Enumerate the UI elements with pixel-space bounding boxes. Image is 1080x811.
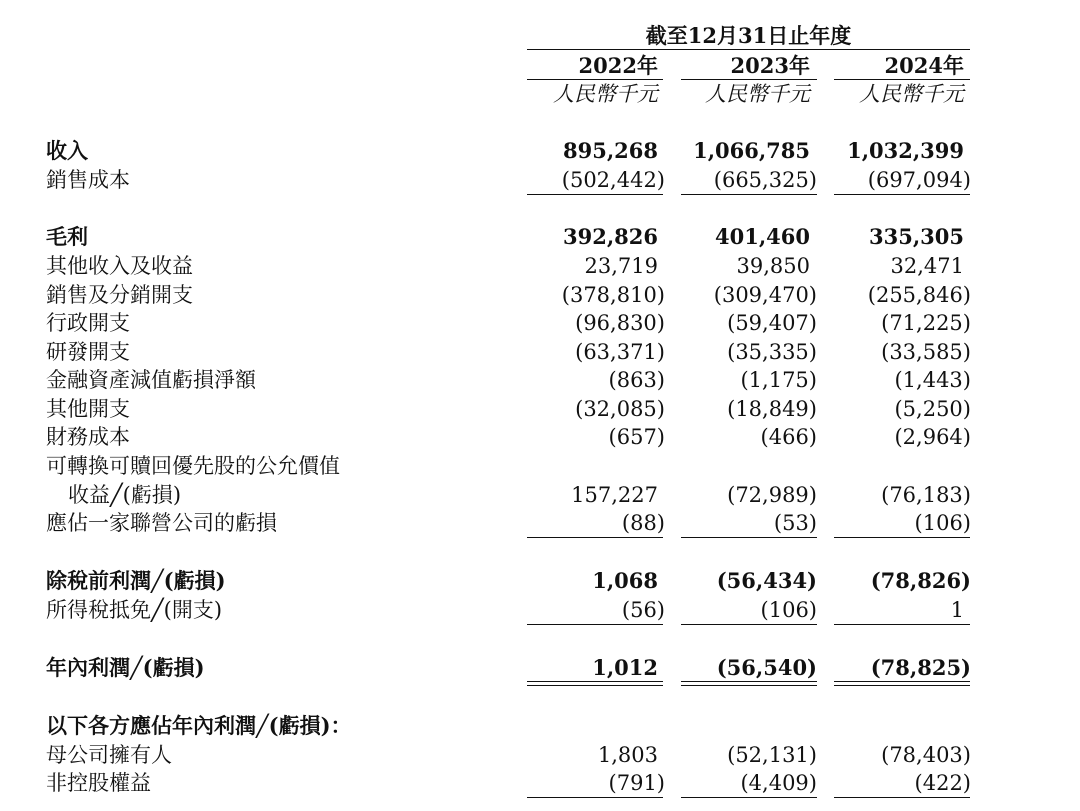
subtotal-rule [527,797,663,798]
profit-before-tax-2023: (56,434) [716,568,817,593]
nci-2023: (4,409) [740,771,817,795]
unit-2022: 人民幣千元 [553,82,658,106]
other-expenses-2022: (32,085) [575,397,665,421]
subtotal-rule [681,624,817,625]
profit-before-tax-2024: (78,826) [870,568,971,593]
subtotal-rule [681,797,817,798]
revenue-2024: 1,032,399 [847,138,964,163]
cost-of-sales-label: 銷售成本 [46,168,130,192]
profit-before-tax-2022: 1,068 [592,568,658,593]
total-double-rule [834,681,970,686]
owners-2022: 1,803 [597,743,658,767]
finance-costs-2024: (2,964) [894,425,971,449]
subtotal-rule [527,194,663,195]
cost-of-sales-2022: (502,442) [561,168,665,192]
impairment-2022: (863) [608,368,665,392]
rd-expenses-2024: (33,585) [881,340,971,364]
subtotal-rule [527,537,663,538]
header-rule [527,49,970,50]
other-expenses-2023: (18,849) [727,397,817,421]
admin-expenses-2022: (96,830) [575,311,665,335]
impairment-2023: (1,175) [740,368,817,392]
year-rule-2022 [527,79,663,80]
impairment-2024: (1,443) [894,368,971,392]
unit-2023: 人民幣千元 [705,82,810,106]
fair-value-2022: 157,227 [571,483,658,507]
owners-2023: (52,131) [727,743,817,767]
owners-2024: (78,403) [881,743,971,767]
other-income-label: 其他收入及收益 [46,254,193,278]
fair-value-2023: (72,989) [727,483,817,507]
income-tax-label: 所得稅抵免╱(開支) [46,598,223,622]
attributable-heading: 以下各方應佔年內利潤╱(虧損)： [46,713,352,738]
selling-expenses-label: 銷售及分銷開支 [46,283,193,307]
revenue-2023: 1,066,785 [693,138,810,163]
finance-costs-label: 財務成本 [46,425,130,449]
cost-of-sales-2023: (665,325) [713,168,817,192]
finance-costs-2022: (657) [608,425,665,449]
income-tax-2022: (56) [621,598,665,622]
profit-before-tax-label: 除稅前利潤╱(虧損) [46,568,226,593]
subtotal-rule [834,624,970,625]
other-income-2023: 39,850 [736,254,810,278]
gross-profit-2024: 335,305 [869,224,964,249]
gross-profit-2022: 392,826 [563,224,658,249]
impairment-label: 金融資產減值虧損淨額 [46,368,256,392]
other-income-2022: 23,719 [584,254,658,278]
year-rule-2023 [681,79,817,80]
selling-expenses-2024: (255,846) [867,283,971,307]
profit-for-year-2024: (78,825) [870,655,971,680]
total-double-rule [527,681,663,686]
rd-expenses-2022: (63,371) [575,340,665,364]
fair-value-label-line1: 可轉換可贖回優先股的公允價值 [46,454,340,478]
total-double-rule [681,681,817,686]
subtotal-rule [681,537,817,538]
other-expenses-2024: (5,250) [894,397,971,421]
year-2022: 2022年 [578,53,658,78]
nci-2022: (791) [608,771,665,795]
year-2023: 2023年 [730,53,810,78]
associate-label: 應佔一家聯營公司的虧損 [46,511,277,535]
nci-label: 非控股權益 [46,771,151,795]
year-2024: 2024年 [884,53,964,78]
admin-expenses-label: 行政開支 [46,311,130,335]
period-heading: 截至12月31日止年度 [645,23,852,48]
subtotal-rule [834,797,970,798]
fair-value-2024: (76,183) [881,483,971,507]
other-expenses-label: 其他開支 [46,397,130,421]
subtotal-rule [834,194,970,195]
rd-expenses-2023: (35,335) [727,340,817,364]
admin-expenses-2023: (59,407) [727,311,817,335]
revenue-label: 收入 [46,138,88,163]
selling-expenses-2023: (309,470) [713,283,817,307]
admin-expenses-2024: (71,225) [881,311,971,335]
unit-2024: 人民幣千元 [859,82,964,106]
fair-value-label-line2: 收益╱(虧損) [68,483,182,507]
subtotal-rule [834,537,970,538]
other-income-2024: 32,471 [890,254,964,278]
profit-for-year-2023: (56,540) [716,655,817,680]
associate-2023: (53) [773,511,817,535]
subtotal-rule [681,194,817,195]
cost-of-sales-2024: (697,094) [867,168,971,192]
subtotal-rule [527,624,663,625]
gross-profit-2023: 401,460 [715,224,810,249]
profit-for-year-label: 年內利潤╱(虧損) [46,655,205,680]
selling-expenses-2022: (378,810) [561,283,665,307]
owners-label: 母公司擁有人 [46,743,172,767]
rd-expenses-label: 研發開支 [46,340,130,364]
income-tax-2024: 1 [950,598,964,622]
gross-profit-label: 毛利 [46,224,88,249]
associate-2024: (106) [914,511,971,535]
income-tax-2023: (106) [760,598,817,622]
finance-costs-2023: (466) [760,425,817,449]
revenue-2022: 895,268 [563,138,658,163]
nci-2024: (422) [914,771,971,795]
associate-2022: (88) [621,511,665,535]
year-rule-2024 [834,79,970,80]
profit-for-year-2022: 1,012 [592,655,658,680]
